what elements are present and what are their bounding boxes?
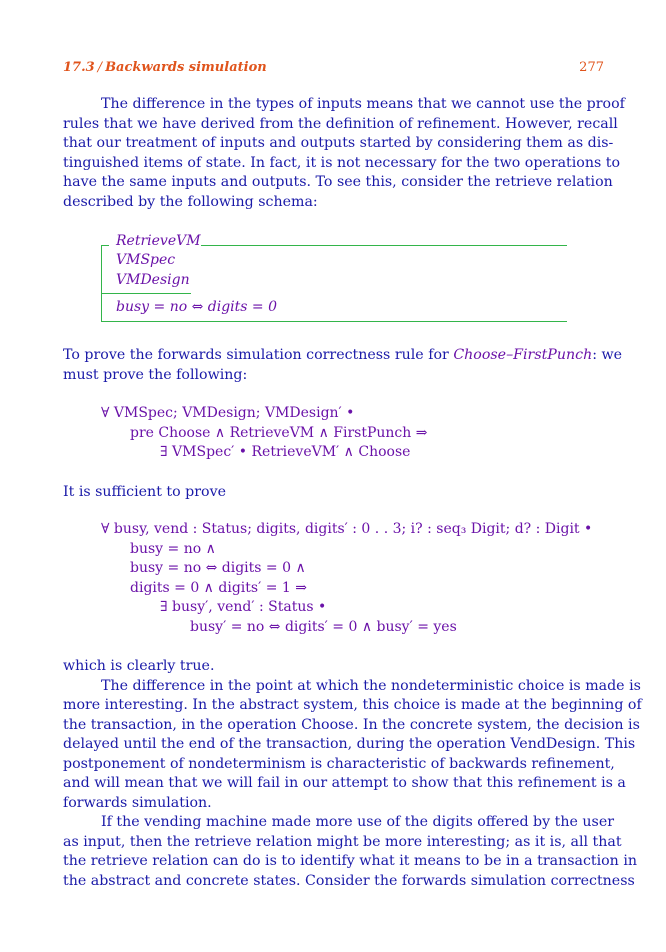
paragraph-1 [63, 95, 625, 212]
schema-corner [101, 245, 109, 246]
formula-line: ∀ busy, vend : Status; digits, digits′ : 0 . . 3; i? : seq₃ Digit; d? : Digit • [101, 521, 593, 537]
text-line: that our treatment of inputs and outputs started by considering them as dis- [63, 135, 614, 151]
running-header [63, 60, 604, 75]
text-line: If the vending machine made more use of the digits offered by the user [101, 814, 615, 830]
schema-box-retrievevm [101, 232, 567, 322]
text-span: To prove the forwards simulation correctness rule for [63, 347, 449, 363]
schema-declaration: VMDesign [116, 272, 190, 288]
text-line: rules that we have derived from the definition of refinement. However, recall [63, 115, 618, 132]
text-line: as input, then the retrieve relation might be more interesting; as it is, all that [63, 833, 622, 850]
schema-top-rule [201, 245, 567, 246]
text-line: The difference in the point at which the nondeterministic choice is made is [101, 677, 641, 694]
schema-left-rule [101, 245, 102, 322]
schema-name: RetrieveVM [116, 233, 201, 249]
section-number: 17.3 [63, 60, 95, 75]
formula-line: ∃ busy′, vend′ : Status • [160, 599, 327, 615]
formula-line: busy = no ∧ [130, 541, 216, 557]
formula-line: busy = no ⇔ digits = 0 ∧ [130, 560, 306, 576]
paragraph-4 [63, 813, 637, 891]
text-line: more interesting. In the abstract system, this choice is made at the beginning of [63, 697, 642, 713]
paragraph-2 [63, 346, 623, 385]
paragraph-3 [63, 657, 642, 813]
schema-middle-rule [101, 293, 191, 294]
page-number: 277 [579, 60, 604, 75]
schema-predicate: busy = no ⇔ digits = 0 [116, 299, 278, 315]
schema-declaration: VMSpec [116, 252, 176, 268]
formula-line: busy′ = no ⇔ digits′ = 0 ∧ busy′ = yes [190, 619, 457, 635]
text-line [63, 346, 623, 366]
text-line: The difference in the types of inputs means that we cannot use the proof [101, 96, 625, 112]
text-span: : we [592, 347, 623, 363]
text-line: the abstract and concrete states. Consider the forwards simulation correctness [63, 872, 635, 889]
formula-line: ∀ VMSpec; VMDesign; VMDesign′ • [101, 405, 355, 421]
text-line: forwards simulation. [63, 794, 212, 811]
formula-line: pre Choose ∧ RetrieveVM ∧ FirstPunch ⇒ [130, 425, 428, 441]
operation-name: Choose–FirstPunch [453, 347, 593, 363]
text-line: It is sufficient to prove [63, 484, 226, 500]
formula-line: ∃ VMSpec′ • RetrieveVM′ ∧ Choose [160, 444, 411, 460]
text-line: have the same inputs and outputs. To see this, consider the retrieve relation [63, 174, 613, 190]
text-line: the transaction, in the operation Choose. In the concrete system, the decision is [63, 716, 640, 733]
text-line: and will mean that we will fail in our attempt to show that this refinement is a [63, 775, 626, 791]
paragraph-sufficient [63, 483, 604, 503]
text-line: the retrieve relation can do is to identify what it means to be in a transaction in [63, 853, 637, 869]
text-line: postponement of nondeterminism is characteristic of backwards refinement, [63, 755, 615, 772]
text-line: delayed until the end of the transaction, during the operation VendDesign. This [63, 736, 636, 752]
section-title: Backwards simulation [105, 60, 267, 75]
text-line: described by the following schema: [63, 193, 318, 210]
schema-bottom-rule [101, 321, 567, 322]
text-line: must prove the following: [63, 366, 248, 383]
formula-line: digits = 0 ∧ digits′ = 1 ⇒ [130, 580, 307, 596]
text-line: tinguished items of state. In fact, it is not necessary for the two operations to [63, 154, 621, 171]
header-separator: / [97, 60, 103, 75]
text-line: which is clearly true. [63, 658, 215, 674]
